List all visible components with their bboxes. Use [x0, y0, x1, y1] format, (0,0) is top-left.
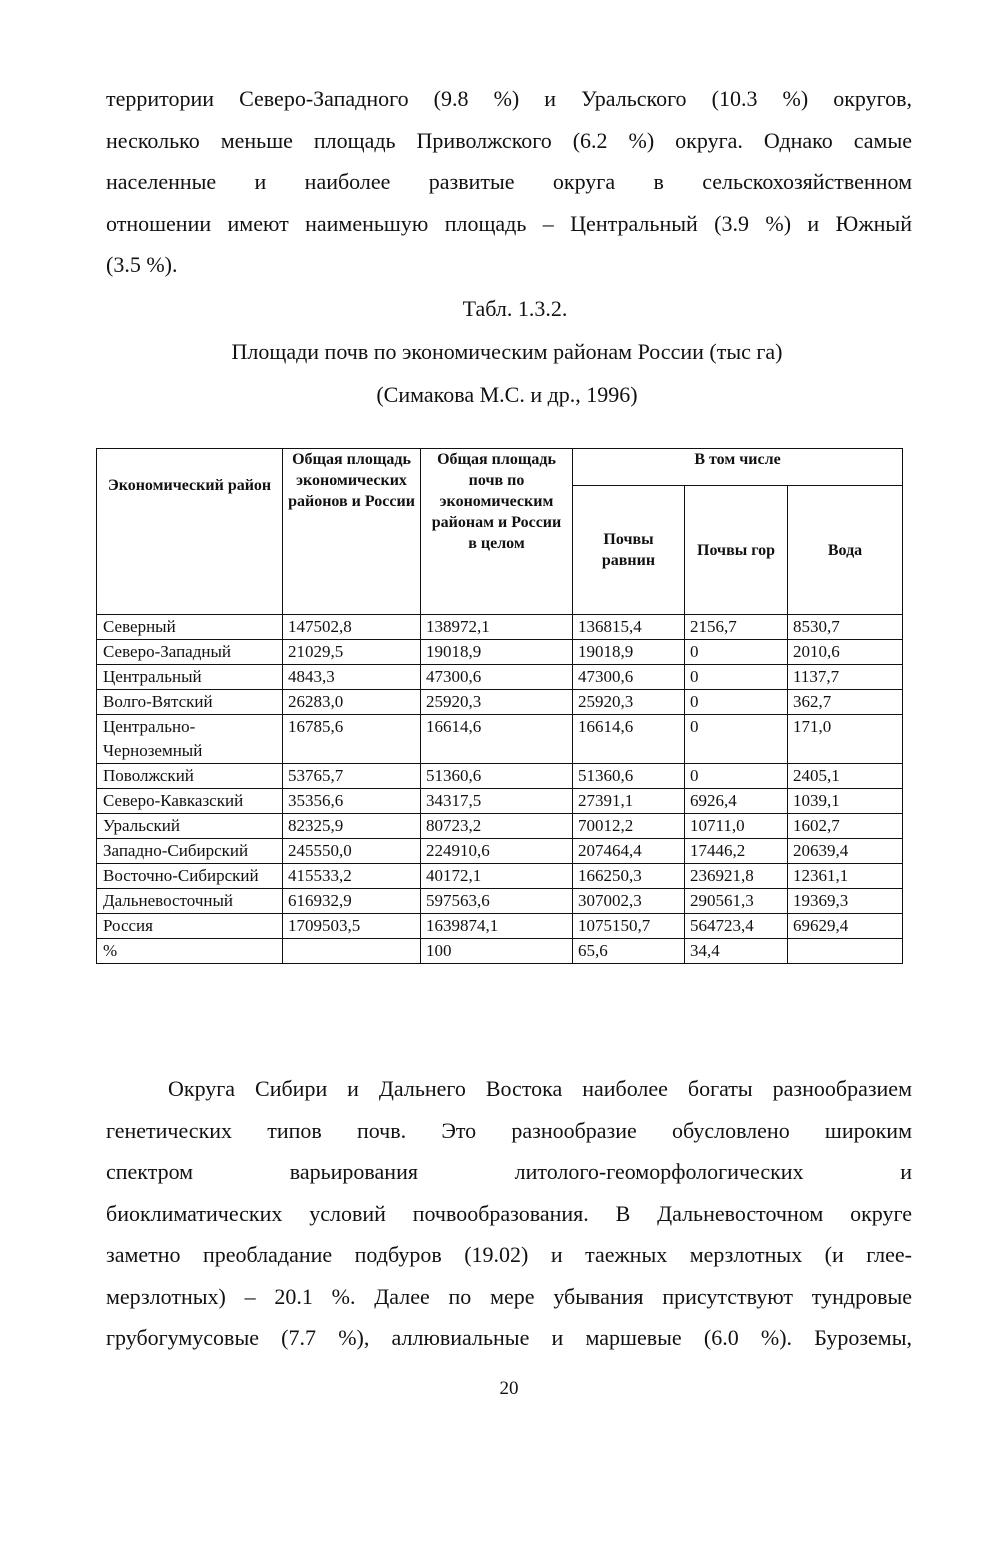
header-plains: Почвы равнин [573, 486, 685, 615]
cell-plains: 166250,3 [573, 864, 685, 889]
header-water: Вода [788, 486, 903, 615]
cell-plains: 25920,3 [573, 690, 685, 715]
outro-line: заметно преобладание подбуров (19.02) и таежных мерзлотных (и глее- [106, 1242, 912, 1267]
header-total-area: Общая площадь экономических районов и России [283, 449, 421, 615]
cell-plains: 70012,2 [573, 814, 685, 839]
cell-region: Северо-Западный [97, 640, 283, 665]
intro-line: (3.5 %). [106, 252, 178, 277]
table-row [97, 690, 903, 715]
cell-water: 19369,3 [788, 889, 903, 914]
cell-total: 1709503,5 [283, 914, 421, 939]
cell-mountains: 0 [685, 665, 788, 690]
table-row [97, 939, 903, 964]
cell-water [788, 939, 903, 964]
cell-plains: 51360,6 [573, 764, 685, 789]
cell-region: Центрально-Черноземный [97, 715, 283, 764]
cell-mountains: 564723,4 [685, 914, 788, 939]
cell-mountains: 6926,4 [685, 789, 788, 814]
cell-mountains: 290561,3 [685, 889, 788, 914]
cell-region: Поволжский [97, 764, 283, 789]
cell-region: Северный [97, 615, 283, 640]
table-row [97, 764, 903, 789]
cell-water: 171,0 [788, 715, 903, 764]
intro-line: территории Северо-Западного (9.8 %) и Уральского (10.3 %) округов, [106, 86, 912, 111]
cell-water: 2405,1 [788, 764, 903, 789]
cell-water: 1602,7 [788, 814, 903, 839]
intro-line: населенные и наиболее развитые округа в сельскохозяйственном [106, 169, 912, 194]
cell-mountains: 0 [685, 640, 788, 665]
cell-region: Волго-Вятский [97, 690, 283, 715]
intro-paragraph [106, 78, 912, 286]
cell-soil: 100 [421, 939, 573, 964]
outro-paragraph [106, 1068, 912, 1359]
cell-plains: 65,6 [573, 939, 685, 964]
cell-soil: 25920,3 [421, 690, 573, 715]
cell-soil: 34317,5 [421, 789, 573, 814]
cell-total: 26283,0 [283, 690, 421, 715]
cell-total: 147502,8 [283, 615, 421, 640]
page-number: 20 [499, 1378, 519, 1399]
table-source: (Симакова М.С. и др., 1996) [376, 382, 638, 407]
cell-total: 53765,7 [283, 764, 421, 789]
cell-water: 20639,4 [788, 839, 903, 864]
intro-line: отношении имеют наименьшую площадь – Центральный (3.9 %) и Южный [106, 210, 912, 236]
intro-line: несколько меньше площадь Приволжского (6.2 %) округа. Однако самые [106, 127, 912, 153]
table-row [97, 839, 903, 864]
outro-line: Округа Сибири и Дальнего Востока наиболее богаты разнообразием [168, 1076, 912, 1101]
table-row [97, 640, 903, 665]
cell-water: 362,7 [788, 690, 903, 715]
table-row [97, 615, 903, 640]
cell-plains: 19018,9 [573, 640, 685, 665]
cell-water: 8530,7 [788, 615, 903, 640]
cell-plains: 207464,4 [573, 839, 685, 864]
cell-mountains: 0 [685, 764, 788, 789]
cell-total: 415533,2 [283, 864, 421, 889]
cell-plains: 27391,1 [573, 789, 685, 814]
cell-region: Дальневосточный [97, 889, 283, 914]
cell-water: 2010,6 [788, 640, 903, 665]
header-including: В том числе [573, 449, 903, 486]
cell-region: Россия [97, 914, 283, 939]
cell-mountains: 10711,0 [685, 814, 788, 839]
cell-plains: 1075150,7 [573, 914, 685, 939]
cell-soil: 19018,9 [421, 640, 573, 665]
cell-soil: 138972,1 [421, 615, 573, 640]
cell-soil: 80723,2 [421, 814, 573, 839]
table-row [97, 715, 903, 764]
soil-area-table [96, 448, 903, 964]
cell-water: 1137,7 [788, 665, 903, 690]
cell-total: 16785,6 [283, 715, 421, 764]
cell-soil: 16614,6 [421, 715, 573, 764]
cell-plains: 47300,6 [573, 665, 685, 690]
cell-soil: 51360,6 [421, 764, 573, 789]
header-mountains: Почвы гор [685, 486, 788, 615]
cell-total: 4843,3 [283, 665, 421, 690]
header-region: Экономический район [97, 449, 283, 615]
cell-region: Северо-Кавказский [97, 789, 283, 814]
table-title: Площади почв по экономическим районам России (тыс га) [231, 339, 783, 364]
outro-line: биоклиматических условий почвообразования. В Дальневосточном округе [106, 1200, 912, 1226]
cell-water: 12361,1 [788, 864, 903, 889]
cell-total: 21029,5 [283, 640, 421, 665]
outro-line: мерзлотных) – 20.1 %. Далее по мере убывания присутствуют тундровые [106, 1283, 912, 1309]
cell-total: 82325,9 [283, 814, 421, 839]
table-row [97, 789, 903, 814]
cell-mountains: 17446,2 [685, 839, 788, 864]
header-soil-area: Общая площадь почв по экономическим районам и России в целом [421, 449, 573, 615]
cell-plains: 16614,6 [573, 715, 685, 764]
cell-plains: 136815,4 [573, 615, 685, 640]
cell-region: % [97, 939, 283, 964]
cell-total: 35356,6 [283, 789, 421, 814]
cell-mountains: 34,4 [685, 939, 788, 964]
cell-region: Центральный [97, 665, 283, 690]
cell-water: 69629,4 [788, 914, 903, 939]
table-number: Табл. 1.3.2. [462, 296, 568, 321]
cell-soil: 224910,6 [421, 839, 573, 864]
outro-line: грубогумусовые (7.7 %), аллювиальные и маршевые (6.0 %). Буроземы, [106, 1325, 912, 1350]
cell-plains: 307002,3 [573, 889, 685, 914]
cell-region: Восточно-Сибирский [97, 864, 283, 889]
table-row [97, 914, 903, 939]
table-row [97, 889, 903, 914]
cell-mountains: 0 [685, 690, 788, 715]
cell-soil: 40172,1 [421, 864, 573, 889]
cell-mountains: 236921,8 [685, 864, 788, 889]
table-row [97, 814, 903, 839]
cell-total [283, 939, 421, 964]
table-row [97, 864, 903, 889]
cell-total: 616932,9 [283, 889, 421, 914]
cell-soil: 597563,6 [421, 889, 573, 914]
outro-line: генетических типов почв. Это разнообразие обусловлено широким [106, 1117, 912, 1143]
cell-region: Западно-Сибирский [97, 839, 283, 864]
cell-total: 245550,0 [283, 839, 421, 864]
cell-mountains: 2156,7 [685, 615, 788, 640]
cell-soil: 47300,6 [421, 665, 573, 690]
table-row [97, 665, 903, 690]
cell-mountains: 0 [685, 715, 788, 764]
cell-region: Уральский [97, 814, 283, 839]
outro-line: спектром варьирования литолого-геоморфологических и [106, 1159, 912, 1184]
cell-water: 1039,1 [788, 789, 903, 814]
cell-soil: 1639874,1 [421, 914, 573, 939]
